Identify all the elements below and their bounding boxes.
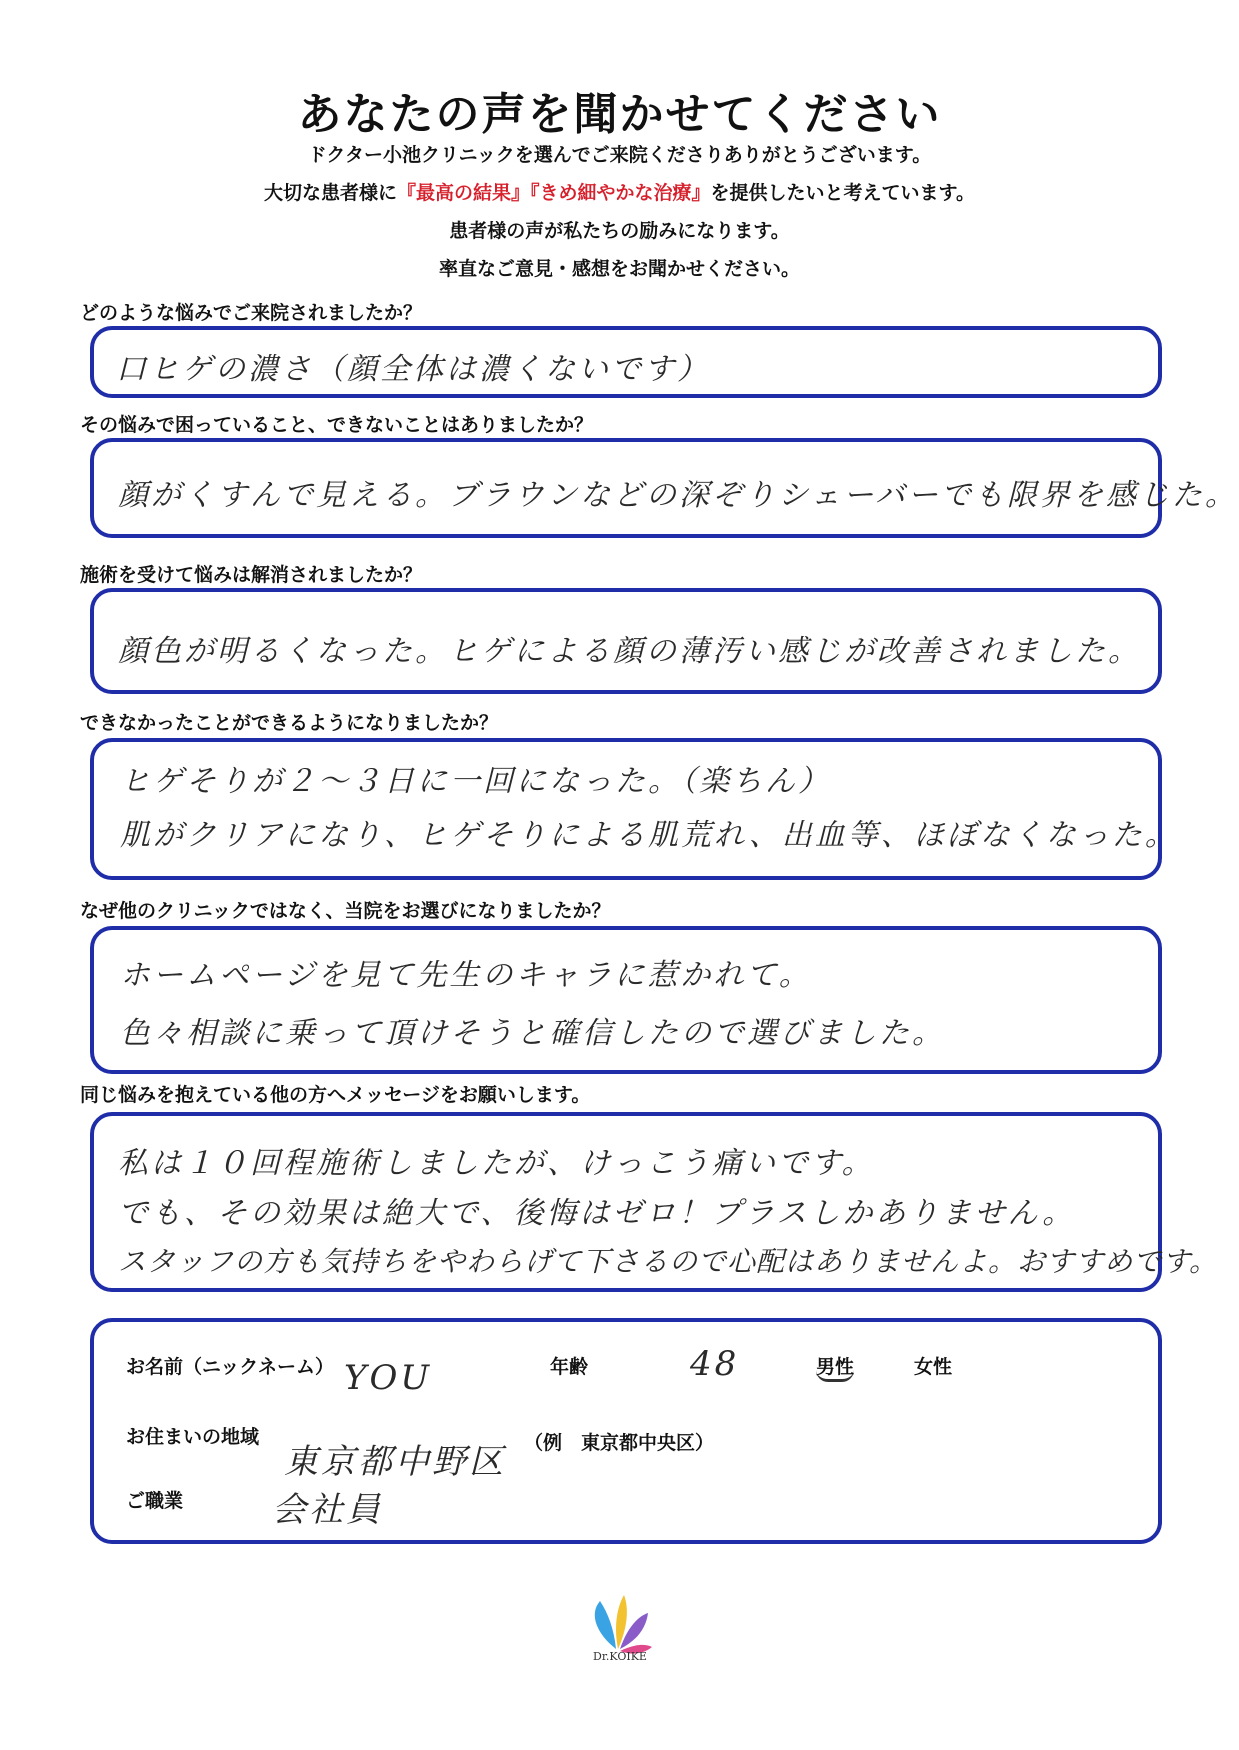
answer-6-line-3: スタッフの方も気持ちをやわらげて下さるので心配はありませんよ。おすすめです。 [118, 1245, 1219, 1278]
question-1-label: どのような悩みでご来院されましたか？ [80, 302, 423, 324]
age-label: 年齢 [550, 1356, 589, 1378]
intro-line-2-highlight: 『最高の結果』『きめ細やかな治療』 [397, 182, 711, 204]
question-5-label: なぜ他のクリニックではなく、当院をお選びになりましたか？ [80, 900, 611, 922]
answer-box-3 [90, 588, 1162, 694]
answer-box-4 [90, 738, 1178, 880]
question-3-label: 施術を受けて悩みは解消されましたか？ [80, 564, 423, 586]
answer-box-6 [90, 1112, 1219, 1292]
answer-3-line-1: 顔色が明るくなった。ヒゲによる顔の薄汚い感じが改善されました。 [118, 634, 1141, 669]
answer-4-line-1: ヒゲそりが２〜３日に一回になった。（楽ちん） [120, 764, 831, 799]
question-2-label: その悩みで困っていること、できないことはありましたか？ [80, 414, 594, 436]
answer-5-line-1: ホームページを見て先生のキャラに惹かれて。 [120, 958, 812, 993]
intro-line-2-post: を提供したいと考えています。 [710, 182, 975, 204]
intro-line-2-pre: 大切な患者様に [263, 182, 397, 204]
answer-box-2 [90, 438, 1238, 538]
male-label: 男性 [816, 1352, 854, 1382]
female-label: 女性 [914, 1356, 953, 1378]
name-label: お名前（ニックネーム） [126, 1356, 335, 1378]
answer-6-line-1: 私は１０回程施術しましたが、けっこう痛いです。 [118, 1146, 875, 1181]
question-4-label: できなかったことができるようになりましたか？ [80, 712, 499, 734]
answer-6-line-2: でも、その効果は絶大で、後悔はゼロ！プラスしかありません。 [118, 1196, 1076, 1231]
gender-male [816, 1352, 854, 1382]
job-label: ご職業 [126, 1490, 184, 1512]
area-label: お住まいの地域 [126, 1426, 260, 1448]
answer-box-5 [90, 926, 1162, 1074]
question-6-label: 同じ悩みを抱えている他の方へメッセージをお願いします。 [80, 1084, 591, 1106]
intro-line-3: 患者様の声が私たちの励みになります。 [449, 220, 790, 242]
intro-line-2 [0, 178, 1239, 205]
answer-5-line-2: 色々相談に乗って頂けそうと確信したので選びました。 [120, 1016, 945, 1051]
answer-1-line-1: 口ヒゲの濃さ（顔全体は濃くないです） [116, 352, 710, 387]
profile-box [90, 1318, 1162, 1544]
answer-2-line-1: 顔がくすんで見える。ブラウンなどの深ぞりシェーバーでも限界を感じた。 [118, 478, 1238, 513]
intro-line-1: ドクター小池クリニックを選んでご来院くださりありがとうございます。 [307, 144, 932, 166]
page-title: あなたの声を聞かせてください [297, 89, 942, 140]
logo-text: Dr.KOIKE [593, 1650, 647, 1663]
area-value: 東京都中野区 [284, 1442, 506, 1482]
intro-line-4: 率直なご意見・感想をお聞かせください。 [438, 258, 800, 280]
age-value: 48 [690, 1344, 740, 1384]
answer-box-1 [90, 326, 1162, 398]
area-example: （例 東京都中央区） [524, 1432, 715, 1454]
job-value: 会社員 [272, 1490, 383, 1530]
logo-wing-blue [595, 1601, 616, 1649]
name-value: YOU [344, 1358, 432, 1398]
answer-4-line-2: 肌がクリアになり、ヒゲそりによる肌荒れ、出血等、ほぼなくなった。 [120, 818, 1178, 853]
